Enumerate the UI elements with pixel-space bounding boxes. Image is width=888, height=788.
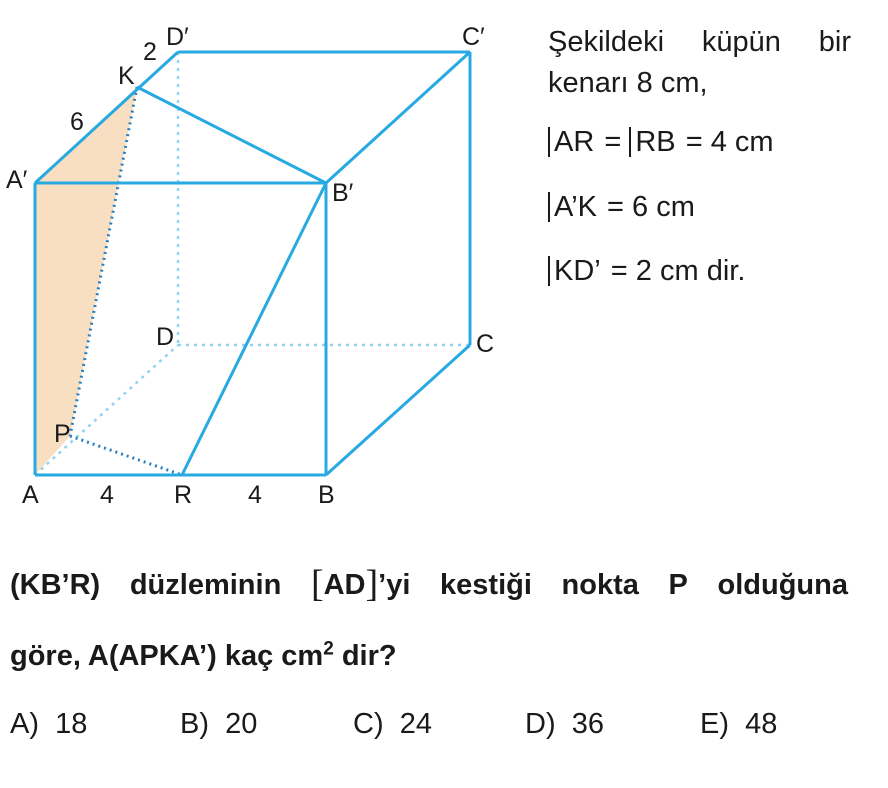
line-pr — [70, 436, 182, 475]
equals-sign: = — [604, 126, 622, 158]
cube-figure — [0, 0, 540, 520]
label-r: R — [174, 481, 193, 509]
question-line-2: göre, A(APKA’) kaç $cm^2$ dir? — [10, 638, 397, 672]
length-ar: 4 — [100, 481, 114, 509]
label-d: D — [156, 323, 175, 351]
question-word: düzleminin — [129, 568, 282, 601]
given-ar-rb — [548, 124, 774, 160]
plane-kbr: (KB’R) — [10, 568, 101, 601]
label-a: A — [22, 481, 39, 509]
segment-ad: [AD]’yi — [310, 563, 411, 605]
exponent: 2 — [323, 638, 334, 660]
choice-a[interactable]: A) 18 — [10, 708, 88, 740]
choice-d[interactable]: D) 36 — [525, 708, 604, 740]
length-a-prime-k: 6 — [70, 108, 84, 136]
question-word: P — [668, 568, 688, 601]
abs-k-d-prime: KD’ — [548, 256, 605, 286]
abs-a-prime-k: A’K — [548, 192, 601, 222]
intro-word: Şekildeki — [548, 26, 665, 58]
line-kb-prime — [137, 87, 326, 183]
choice-e[interactable]: E) 48 — [700, 708, 778, 740]
edge-bc — [326, 345, 470, 475]
label-c: C — [476, 330, 495, 358]
length-k-d-prime: 2 — [143, 38, 157, 66]
label-d-prime: D′ — [166, 23, 189, 51]
given-a-prime-k — [548, 189, 695, 225]
value-2cm: = 2 cm dir. — [610, 255, 746, 287]
length-rb: 4 — [248, 481, 262, 509]
question-word: olduğuna — [717, 568, 848, 601]
label-p: P — [54, 420, 71, 448]
question-line-1 — [10, 563, 848, 605]
abs-ar: AR — [548, 127, 598, 157]
intro-word: küpün — [701, 26, 781, 58]
abs-rb: RB — [629, 127, 679, 157]
question-word: nokta — [561, 568, 639, 601]
label-k: K — [118, 62, 135, 90]
given-k-d-prime — [548, 253, 745, 289]
value-4cm: = 4 cm — [685, 126, 774, 158]
value-6cm: = 6 cm — [607, 191, 695, 223]
given-intro — [548, 22, 851, 104]
label-b: B — [318, 481, 335, 509]
label-b-prime: B′ — [332, 179, 354, 207]
intro-word: bir — [818, 26, 851, 58]
shaded-region-apka — [35, 87, 137, 475]
choice-c[interactable]: C) 24 — [353, 708, 432, 740]
choice-b[interactable]: B) 20 — [180, 708, 258, 740]
intro-line2: kenarı 8 cm, — [548, 67, 708, 99]
label-a-prime: A′ — [6, 166, 28, 194]
question-word: kestiği — [440, 568, 532, 601]
edge-b-prime-c-prime — [326, 52, 470, 183]
line-rb-prime — [182, 183, 326, 475]
label-c-prime: C′ — [462, 23, 485, 51]
